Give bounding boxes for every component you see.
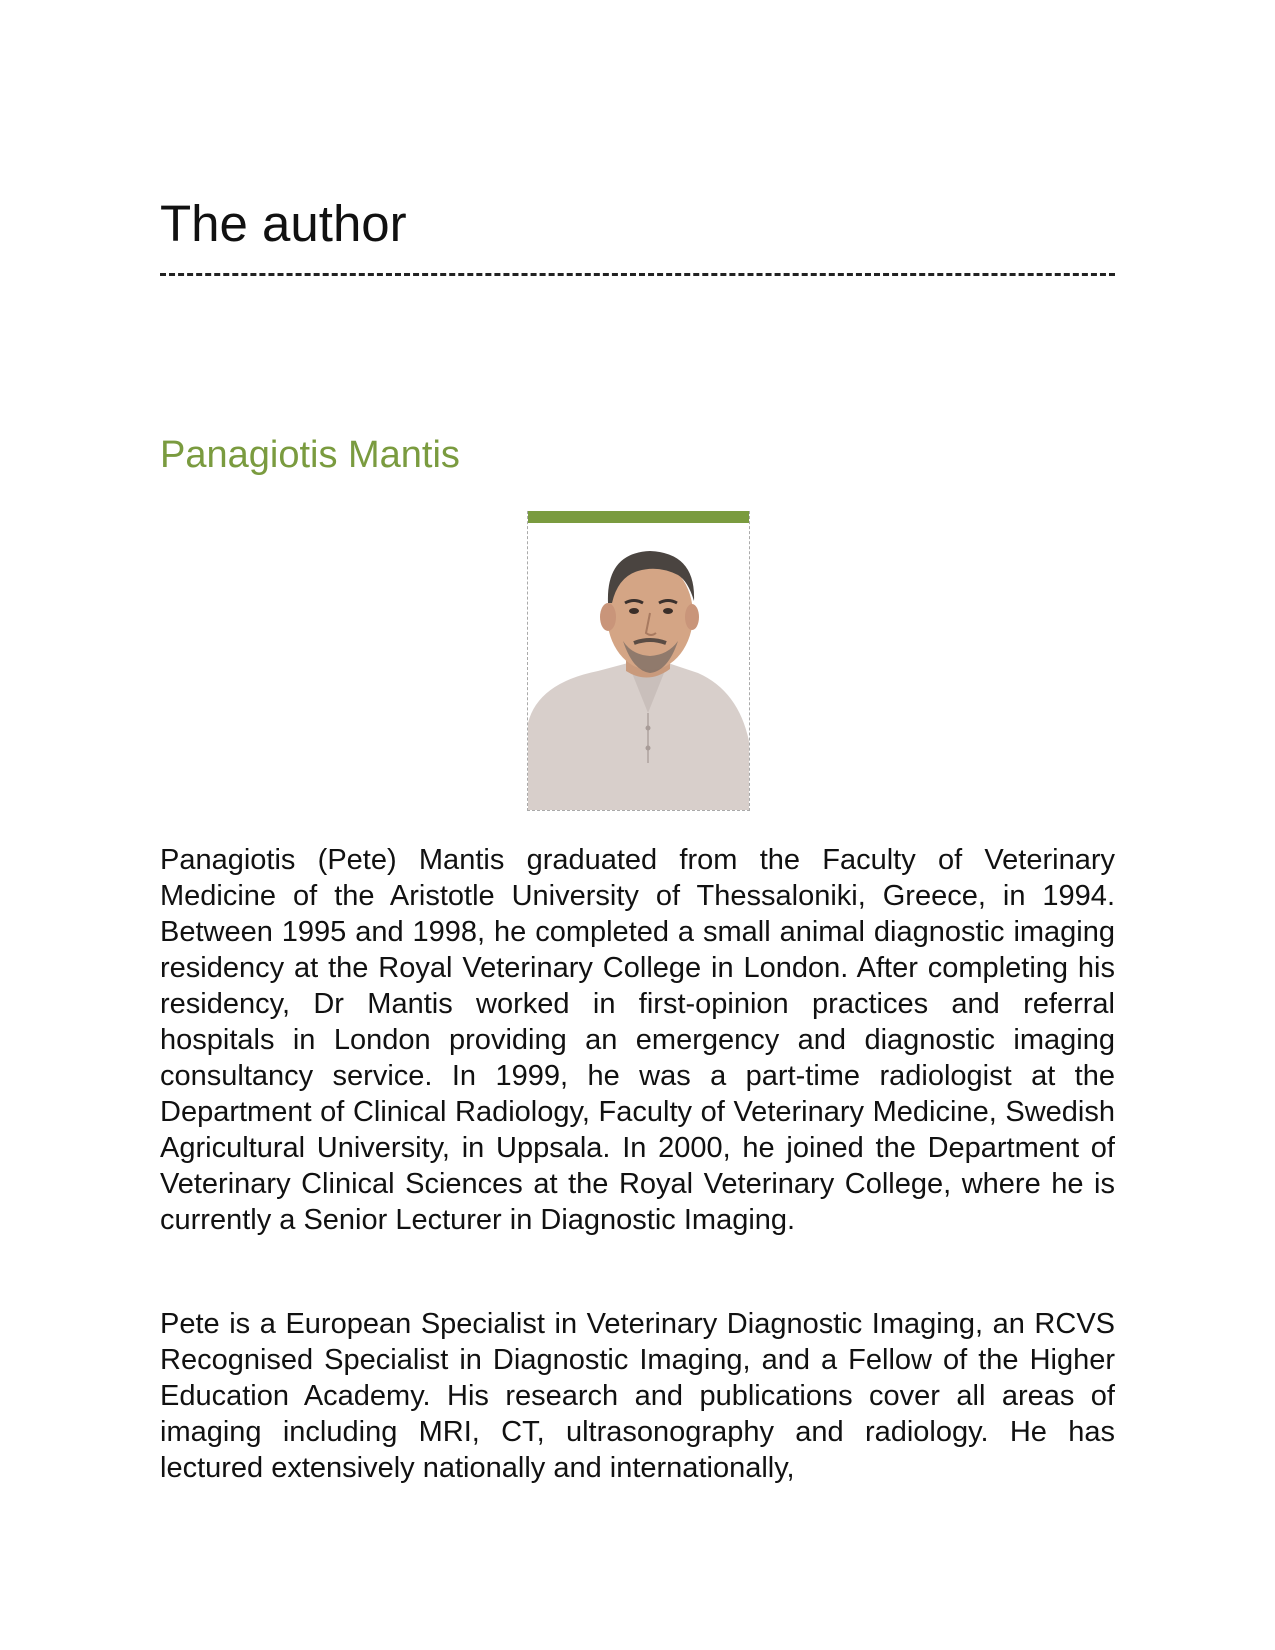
- portrait-illustration: [528, 523, 750, 811]
- bio-paragraph: Panagiotis (Pete) Mantis graduated from the Faculty of Veterinary Medicine of the Aristotle University of Thessaloniki, Greece, in 1994. Between 1995 and 1998, he completed a small animal diagnostic imaging residency at the Royal Veterinary College in London. After completing his residency, Dr Mantis worked in first-opinion practices and referral hospitals in London providing an emergency and diagnostic imaging consultancy service. In 1999, he was a part-time radiologist at the Department of Clinical Radiology, Faculty of Veterinary Medicine, Swedish Agricultural University, in Uppsala. In 2000, he joined the Department of Veterinary Clinical Sciences at the Royal Veterinary College, where he is currently a Senior Lecturer in Diagnostic Imaging.: [160, 844, 1115, 1236]
- title-divider: [160, 273, 1115, 276]
- portrait-accent-bar: [528, 511, 749, 523]
- author-portrait: [527, 511, 750, 811]
- page-title: The author: [160, 195, 407, 252]
- author-name: Panagiotis Mantis: [160, 434, 460, 476]
- bio-paragraph: Pete is a European Specialist in Veterinary Diagnostic Imaging, an RCVS Recognised Specialist in Diagnostic Imaging, and a Fellow of the Higher Education Academy. His research and publications cover all areas of imaging including MRI, CT, ultrasonography and radiology. He has lectured extensively nationally and internationally,: [160, 1308, 1115, 1484]
